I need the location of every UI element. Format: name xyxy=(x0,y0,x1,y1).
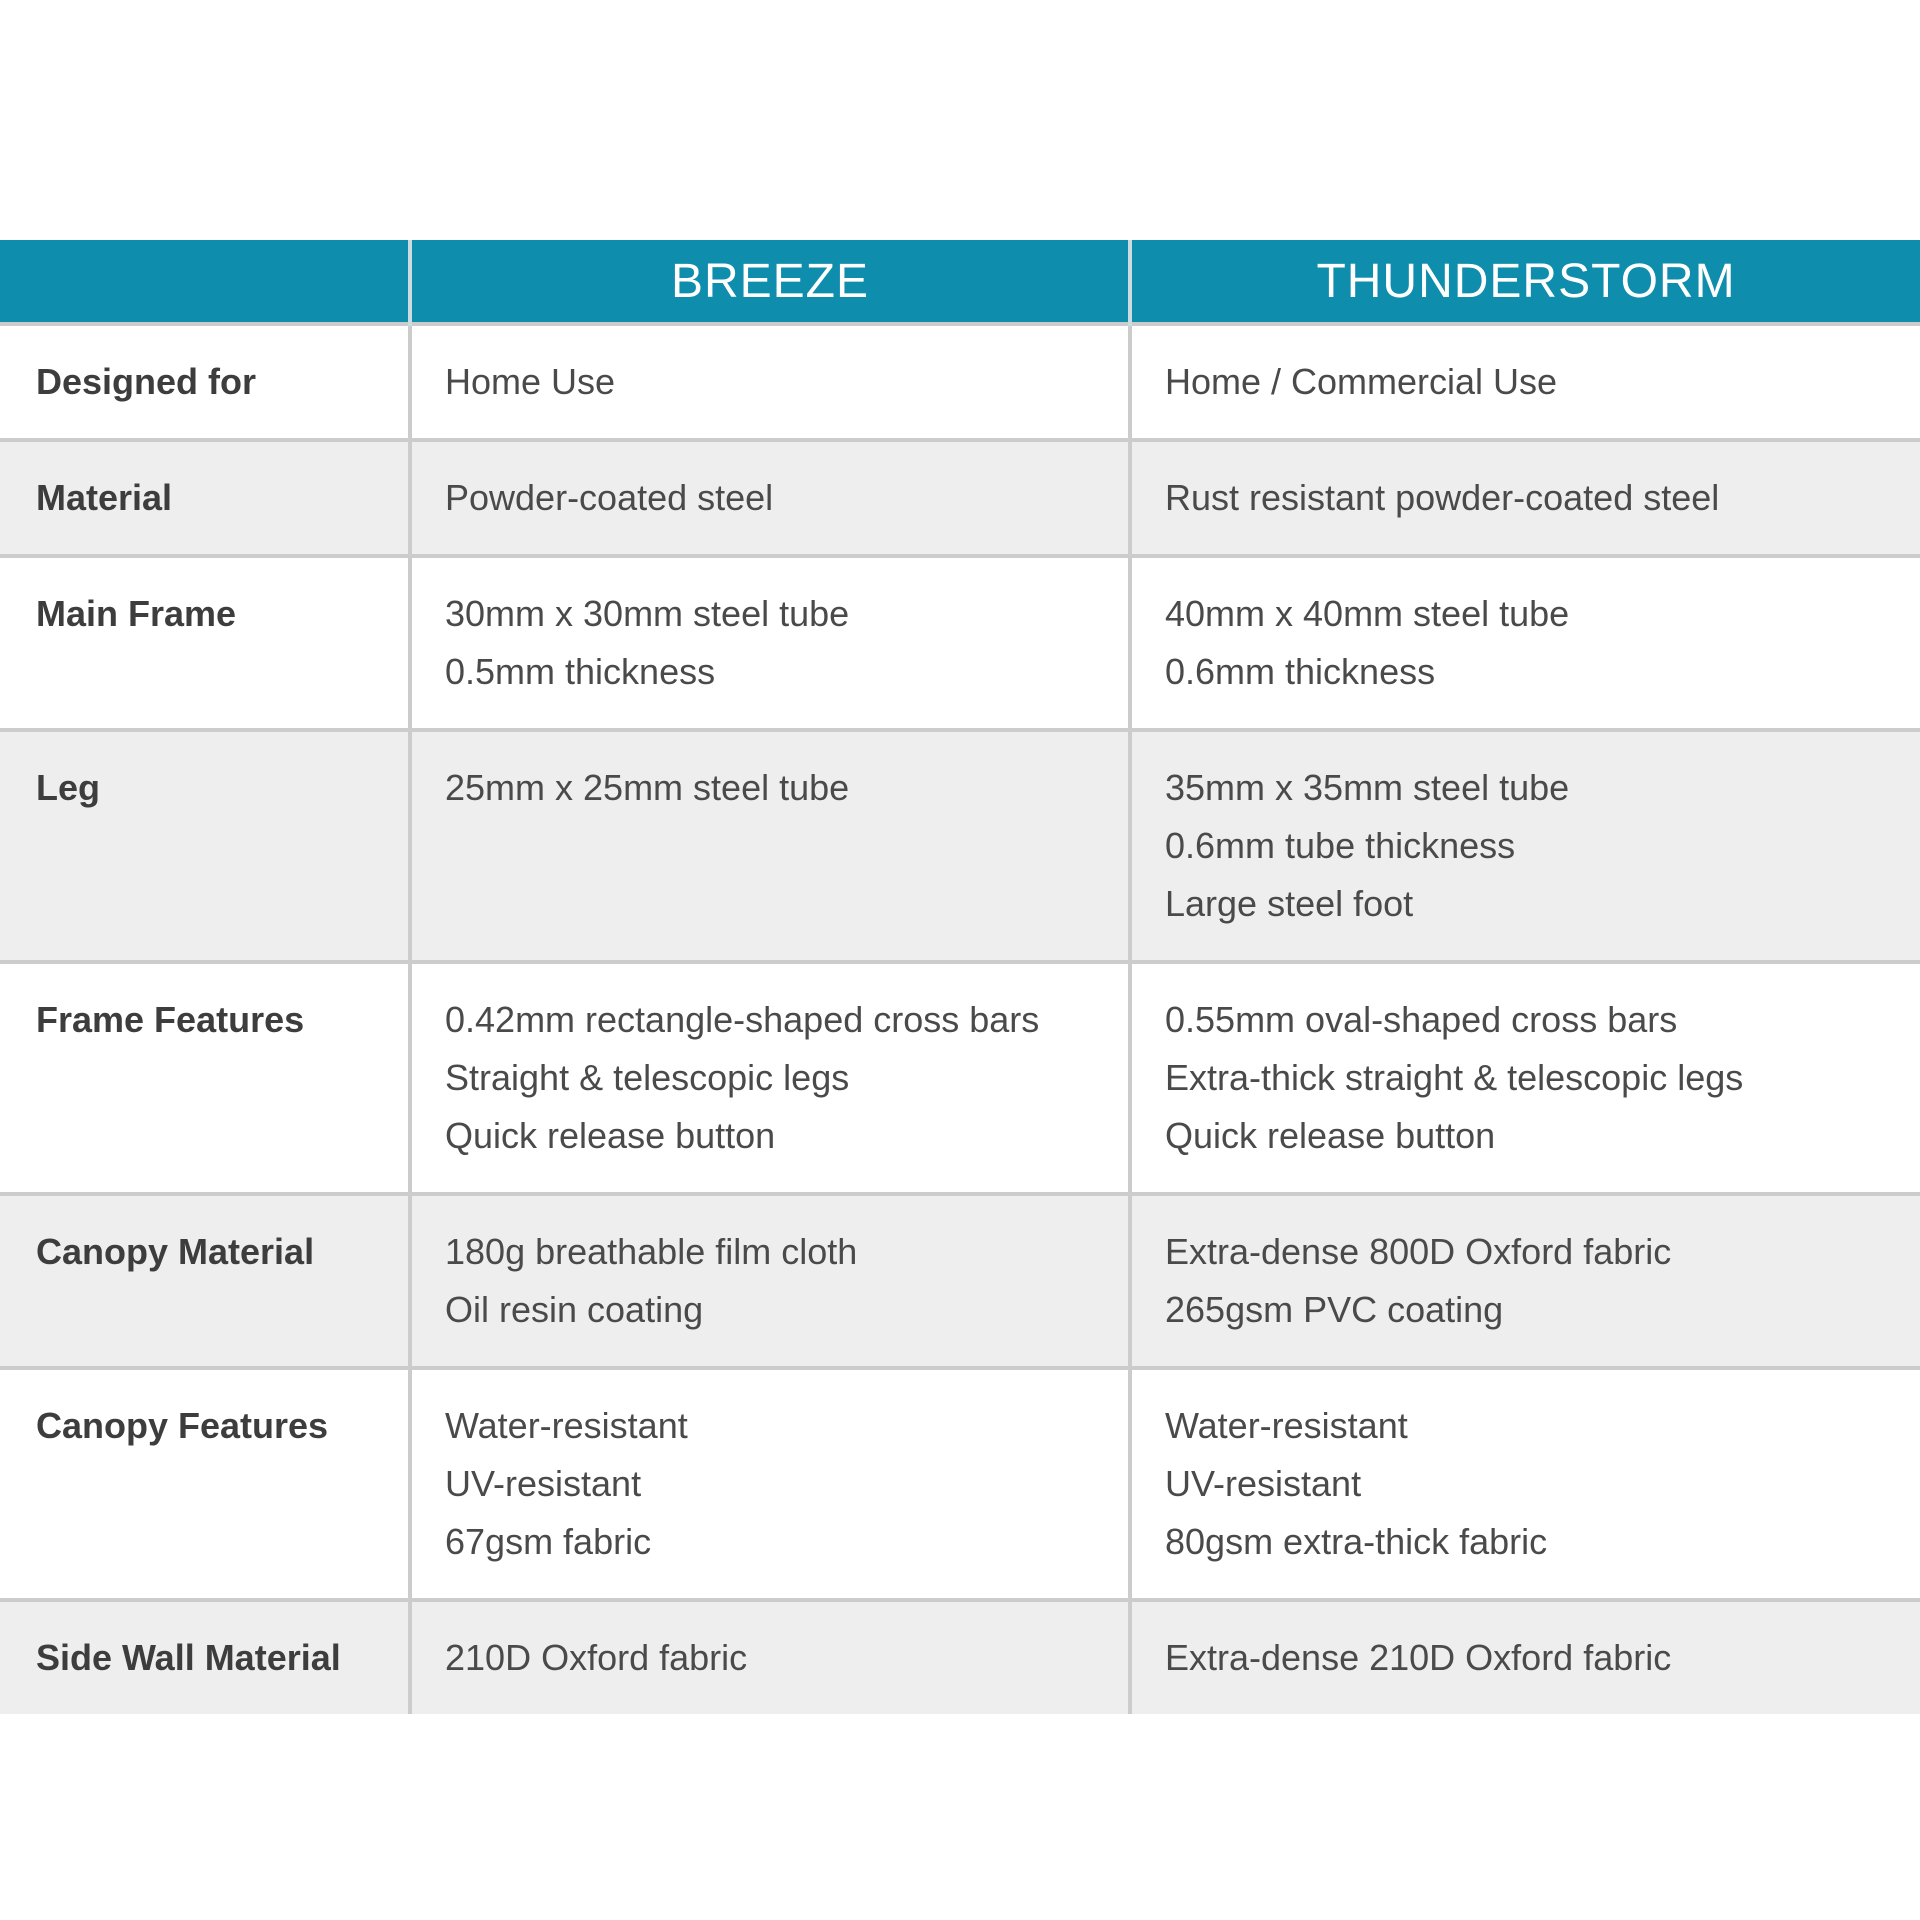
breeze-value-cell xyxy=(410,440,1130,556)
thunderstorm-value-cell xyxy=(1130,440,1920,556)
table-row xyxy=(0,730,1920,962)
spec-line: Extra-dense 800D Oxford fabric xyxy=(1165,1231,1672,1272)
spec-line: 35mm x 35mm steel tube xyxy=(1165,767,1570,808)
table-row xyxy=(0,1600,1920,1714)
table-row xyxy=(0,962,1920,1194)
spec-line: 67gsm fabric xyxy=(445,1521,652,1562)
spec-line: Straight & telescopic legs xyxy=(445,1057,850,1098)
breeze-value-cell xyxy=(410,730,1130,962)
header-product-breeze: BREEZE xyxy=(410,240,1130,324)
spec-line: 0.6mm thickness xyxy=(1165,651,1436,692)
table-header xyxy=(0,240,1920,324)
table-row xyxy=(0,324,1920,440)
header-empty-cell xyxy=(0,240,410,324)
spec-line: Rust resistant powder-coated steel xyxy=(1165,477,1720,518)
spec-line: 0.55mm oval-shaped cross bars xyxy=(1165,999,1678,1040)
thunderstorm-value-cell xyxy=(1130,730,1920,962)
spec-line: Large steel foot xyxy=(1165,883,1414,924)
thunderstorm-value-cell xyxy=(1130,324,1920,440)
row-label: Material xyxy=(0,440,410,556)
thunderstorm-value-cell xyxy=(1130,1194,1920,1368)
spec-line: Extra-thick straight & telescopic legs xyxy=(1165,1057,1744,1098)
spec-line: 0.6mm tube thickness xyxy=(1165,825,1516,866)
spec-line: Water-resistant xyxy=(445,1405,688,1446)
thunderstorm-value-cell xyxy=(1130,1600,1920,1714)
breeze-value-cell xyxy=(410,1194,1130,1368)
row-label: Designed for xyxy=(0,324,410,440)
row-label: Leg xyxy=(0,730,410,962)
spec-line: Home / Commercial Use xyxy=(1165,361,1558,402)
thunderstorm-value-cell xyxy=(1130,962,1920,1194)
breeze-value-cell xyxy=(410,324,1130,440)
header-product-thunderstorm: THUNDERSTORM xyxy=(1130,240,1920,324)
row-label: Side Wall Material xyxy=(0,1600,410,1714)
spec-line: 0.42mm rectangle-shaped cross bars xyxy=(445,999,1040,1040)
spec-line: 25mm x 25mm steel tube xyxy=(445,767,850,808)
row-label: Canopy Material xyxy=(0,1194,410,1368)
spec-line: Water-resistant xyxy=(1165,1405,1408,1446)
spec-line: 180g breathable film cloth xyxy=(445,1231,858,1272)
table-row xyxy=(0,556,1920,730)
table-row xyxy=(0,1194,1920,1368)
spec-line: 80gsm extra-thick fabric xyxy=(1165,1521,1548,1562)
spec-line: Quick release button xyxy=(445,1115,776,1156)
spec-line: Extra-dense 210D Oxford fabric xyxy=(1165,1637,1672,1678)
spec-line: 30mm x 30mm steel tube xyxy=(445,593,850,634)
row-label: Frame Features xyxy=(0,962,410,1194)
row-label: Main Frame xyxy=(0,556,410,730)
spec-line: Oil resin coating xyxy=(445,1289,704,1330)
spec-line: Powder-coated steel xyxy=(445,477,774,518)
breeze-value-cell xyxy=(410,556,1130,730)
spec-line: 210D Oxford fabric xyxy=(445,1637,748,1678)
spec-line: UV-resistant xyxy=(445,1463,642,1504)
spec-line: UV-resistant xyxy=(1165,1463,1362,1504)
spec-line: 265gsm PVC coating xyxy=(1165,1289,1504,1330)
thunderstorm-value-cell xyxy=(1130,556,1920,730)
spec-line: Quick release button xyxy=(1165,1115,1496,1156)
table-row xyxy=(0,440,1920,556)
breeze-value-cell xyxy=(410,962,1130,1194)
table-row xyxy=(0,1368,1920,1600)
breeze-value-cell xyxy=(410,1368,1130,1600)
breeze-value-cell xyxy=(410,1600,1130,1714)
product-comparison-table xyxy=(0,240,1920,1714)
thunderstorm-value-cell xyxy=(1130,1368,1920,1600)
spec-line: 40mm x 40mm steel tube xyxy=(1165,593,1570,634)
spec-table-body xyxy=(0,324,1920,1714)
spec-line: 0.5mm thickness xyxy=(445,651,716,692)
row-label: Canopy Features xyxy=(0,1368,410,1600)
spec-line: Home Use xyxy=(445,361,616,402)
